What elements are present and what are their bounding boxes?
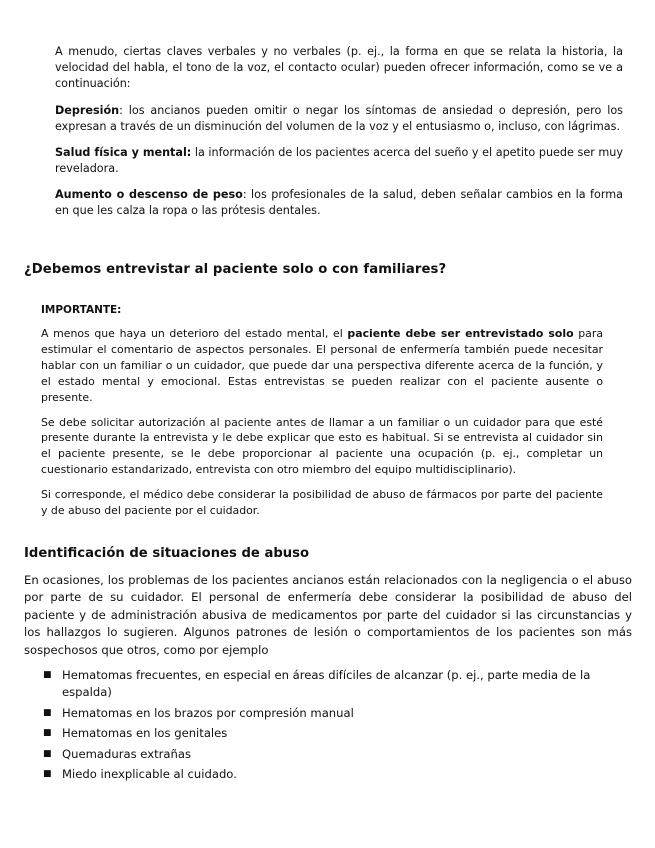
- important-paragraph-3: Si corresponde, el médico debe considerar la posibilidad de abuso de fármacos por parte del paciente y de abuso del paciente por el cuidador.: [41, 488, 603, 518]
- intro-term: Depresión: [55, 104, 120, 117]
- bullet-icon: ■: [43, 769, 52, 780]
- abuse-intro: [24, 572, 632, 659]
- important-box: [41, 304, 603, 528]
- emphasis-text: paciente debe ser entrevistado solo: [347, 327, 574, 340]
- abuse-paragraph: En ocasiones, los problemas de los pacientes ancianos están relacionados con la negligencia o el abuso por parte de su cuidador. El personal de enfermería debe considerar la posibilidad de abuso del paciente y de administración abusiva de medicamentos por parte del cuidador si las circunstancias y los hallazgos lo sugieren. Algunos patrones de lesión o comportamientos de los pacientes son más sospechosos que otros, como por ejemplo: [24, 573, 632, 657]
- section-heading-abuso: Identificación de situaciones de abuso: [24, 546, 310, 561]
- intro-lead: A menudo, ciertas claves verbales y no verbales (p. ej., la forma en que se relata la historia, la velocidad del habla, el tono de la voz, el contacto ocular) pueden ofrecer información, como se ve a continuación:: [55, 45, 623, 90]
- intro-term: Aumento o descenso de peso: [55, 188, 243, 201]
- list-item: [40, 705, 632, 722]
- important-paragraph-2: Se debe solicitar autorización al paciente antes de llamar a un familiar o un cuidador para que esté presente durante la entrevista y le debe explicar que esto es habitual. Si se entrevista al cuidador sin el paciente presente, se le debe proporcionar al paciente una ocupación (p. ej., completar un cuestionario estandarizado, entrevista con otro miembro del equipo multidisciplinario).: [41, 415, 603, 477]
- important-paragraph-1: [41, 326, 603, 406]
- list-item-text: Hematomas frecuentes, en especial en áreas difíciles de alcanzar (p. ej., parte media de la espalda): [62, 668, 591, 700]
- bullet-icon: ■: [43, 707, 52, 718]
- list-item: [40, 766, 632, 783]
- intro-block: [55, 44, 623, 229]
- list-item-text: Hematomas en los genitales: [62, 726, 228, 741]
- intro-text: : los ancianos pueden omitir o negar los síntomas de ansiedad o depresión, pero los expresan a través de un disminución del volumen de la voz y el entusiasmo o, incluso, con lágrimas.: [55, 104, 623, 133]
- list-item: [40, 725, 632, 742]
- bullet-icon: ■: [43, 670, 52, 680]
- intro-item-depresion: [55, 103, 623, 135]
- list-item-text: Hematomas en los brazos por compresión manual: [62, 705, 354, 720]
- bullet-icon: ■: [43, 748, 52, 759]
- bullet-icon: ■: [43, 728, 52, 739]
- important-label: IMPORTANTE:: [41, 304, 122, 316]
- intro-item-peso: [55, 187, 623, 219]
- section-heading-entrevista: ¿Debemos entrevistar al paciente solo o con familiares?: [24, 262, 447, 277]
- intro-item-salud: [55, 145, 623, 177]
- list-item: [40, 667, 632, 702]
- intro-term: Salud física y mental:: [55, 146, 192, 159]
- list-item: [40, 746, 632, 763]
- intro-text: la información de los pacientes acerca del sueño y el apetito puede ser muy reveladora.: [55, 146, 623, 175]
- text-run: A menos que haya un deterioro del estado mental, el: [41, 327, 348, 340]
- text-run: para estimular el comentario de aspectos personales. El personal de enfermería también puede necesitar hablar con un familiar o un cuidador, que puede dar una perspectiva diferente acerca de la función, y el estado mental y emocional. Estas entrevistas se pueden realizar con el paciente ausente o presente.: [41, 327, 604, 404]
- abuse-signs-list: [40, 667, 632, 786]
- intro-text: : los profesionales de la salud, deben señalar cambios en la forma en que les calza la ropa o las prótesis dentales.: [55, 188, 623, 217]
- list-item-text: Miedo inexplicable al cuidado.: [62, 767, 237, 782]
- list-item-text: Quemaduras extrañas: [62, 746, 192, 761]
